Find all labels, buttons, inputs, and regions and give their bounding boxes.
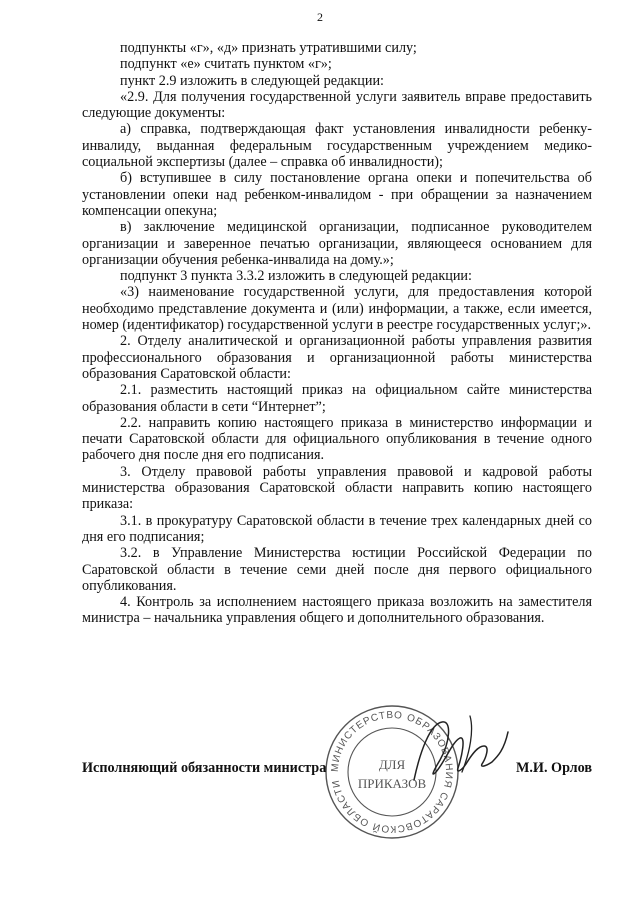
paragraph: 2.2. направить копию настоящего приказа в министерство информации и печати Саратовской области для официального опубликования в течение одного рабочего дня после дня его подписания.	[82, 414, 592, 464]
signer-title: Исполняющий обязанности министра	[82, 760, 327, 776]
signer-name: М.И. Орлов	[515, 760, 592, 776]
page-number: 2	[317, 10, 323, 24]
paragraph: «3) наименование государственной услуги, для предоставления которой необходимо представление документа и (или) информации, а также, если имеется, номер (идентификатор) государственной услуги в реестре государственных услуг;».	[82, 284, 592, 334]
signature-block	[82, 760, 592, 790]
document-body	[82, 40, 592, 627]
paragraph: 2. Отделу аналитической и организационной работы управления развития профессионального образования и организационной работы министерства образования Саратовской области:	[82, 333, 592, 382]
paragraph: 3.1. в прокуратуру Саратовской области в течение трех календарных дней со дня его подписания;	[82, 512, 592, 545]
paragraph: а) справка, подтверждающая факт установления инвалидности ребенку-инвалиду, выданная федеральным государственным учреждением медико-социальной экспертизы (далее – справка об инвалидности);	[82, 121, 592, 171]
paragraph: подпункт 3 пункта 3.3.2 изложить в следующей редакции:	[120, 268, 472, 285]
paragraph: подпункты «г», «д» признать утратившими силу;	[120, 40, 417, 56]
paragraph: 3. Отделу правовой работы управления правовой и кадровой работы министерства образования Саратовской области направить копию настоящего приказа:	[82, 463, 592, 513]
paragraph: б) вступившее в силу постановление органа опеки и попечительства об установлении опеки над ребенком-инвалидом - при обращении за назначением компенсации опекуна;	[82, 170, 592, 219]
paragraph: пункт 2.9 изложить в следующей редакции:	[120, 72, 384, 89]
paragraph: 2.1. разместить настоящий приказ на официальном сайте министерства образования области в сети “Интернет”;	[82, 382, 592, 415]
stamp-line-1: ДЛЯ	[378, 757, 406, 772]
paragraph: 3.2. в Управление Министерства юстиции Российской Федерации по Саратовской области в течение семи дней после дня первого официального опубликования.	[82, 545, 592, 594]
paragraph: в) заключение медицинской организации, подписанное руководителем организации и заверенное печатью организации, являющееся основанием для организации обучения ребенка-инвалида на дому.»;	[82, 219, 592, 268]
paragraph: «2.9. Для получения государственной услуги заявитель вправе предоставить следующие документы:	[82, 88, 592, 122]
stamp-ring-text: МИНИСТЕРСТВО ОБРАЗОВАНИЯ САРАТОВСКОЙ ОБЛАСТИ	[329, 709, 455, 835]
paragraph: подпункт «е» считать пунктом «г»;	[120, 56, 332, 73]
paragraph: 4. Контроль за исполнением настоящего приказа возложить на заместителя министра – начальника управления общего и дополнительного образования.	[82, 594, 592, 627]
stamp-line-2: ПРИКАЗОВ	[357, 776, 427, 791]
